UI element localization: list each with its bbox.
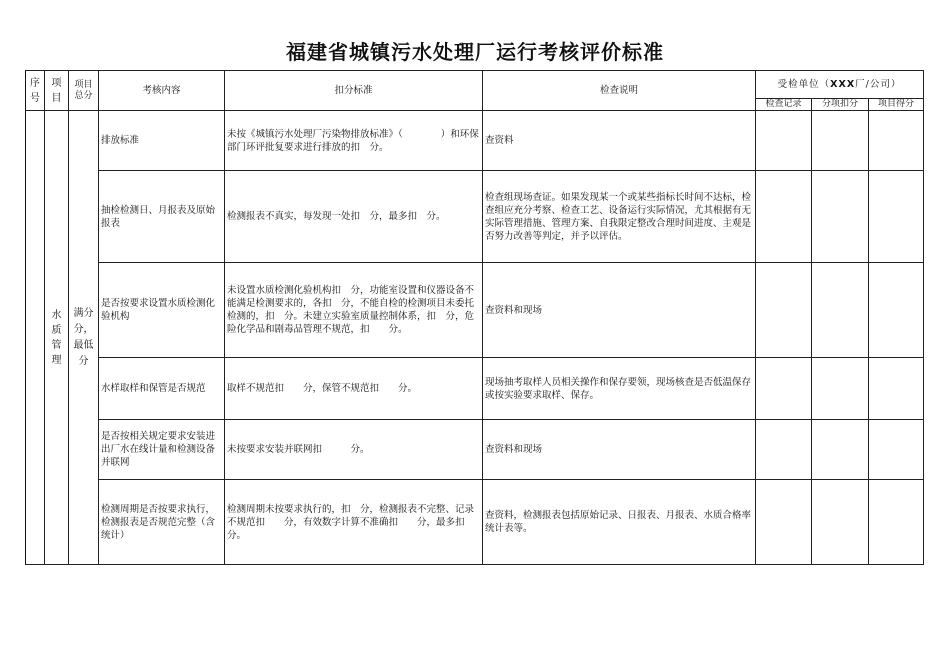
header-check-note: 检查说明: [483, 71, 756, 111]
header-inspected-unit: 受检单位（XXX厂/公司）: [756, 71, 924, 99]
item-score-cell: [869, 111, 924, 171]
check-record-cell: [756, 420, 812, 480]
check-record-cell: [756, 171, 812, 263]
standard-cell: 检测报表不真实，每发现一处扣 分，最多扣 分。: [225, 171, 483, 263]
sub-deduct-cell: [812, 171, 869, 263]
content-cell: 排放标准: [99, 111, 225, 171]
content-cell: 是否按要求设置水质检测化验机构: [99, 263, 225, 358]
table-row: [26, 420, 924, 480]
table-row: [26, 111, 924, 171]
note-cell: 现场抽考取样人员相关操作和保存要领，现场核查是否低温保存或按实验要求取样、保存。: [483, 358, 756, 420]
standard-cell: 未设置水质检测化验机构扣 分，功能室设置和仪器设备不能满足检测要求的，各扣 分，不能自检的检测项目未委托检测的，扣 分。未建立实验室质量控制体系，扣 分，危险化学品和剧毒品管理不规范，扣 分。: [225, 263, 483, 358]
item-score-cell: [869, 263, 924, 358]
content-cell: 水样取样和保管是否规范: [99, 358, 225, 420]
note-cell: 查资料: [483, 111, 756, 171]
item-score-cell: [869, 171, 924, 263]
sub-deduct-cell: [812, 111, 869, 171]
item-score-cell: [869, 420, 924, 480]
item-score-cell: [869, 358, 924, 420]
check-record-cell: [756, 480, 812, 565]
standard-cell: 未按要求安装并联网扣 分。: [225, 420, 483, 480]
check-record-cell: [756, 111, 812, 171]
sub-deduct-cell: [812, 420, 869, 480]
check-record-cell: [756, 263, 812, 358]
item-score-cell: [869, 480, 924, 565]
standard-cell: 取样不规范扣 分，保管不规范扣 分。: [225, 358, 483, 420]
table-row: [26, 358, 924, 420]
content-cell: 是否按相关规定要求安装进出厂水在线计量和检测设备并联网: [99, 420, 225, 480]
header-seq: 序号: [26, 71, 45, 111]
header-total: 项目总分: [69, 71, 99, 111]
note-cell: 查资料，检测报表包括原始记录、日报表、月报表、水质合格率统计表等。: [483, 480, 756, 565]
header-item: 项目: [45, 71, 69, 111]
table-row: [26, 171, 924, 263]
note-cell: 检查组现场查证。如果发现某一个或某些指标长时间不达标，检查组应充分考察、检查工艺、设备运行实际情况，尤其根据有无实际管理措施、管理方案、自我限定整改合理时间进度、主观是否努力改善等判定，并予以评估。: [483, 171, 756, 263]
content-cell: 抽检检测日、月报表及原始报表: [99, 171, 225, 263]
note-cell: 查资料和现场: [483, 420, 756, 480]
sub-deduct-cell: [812, 263, 869, 358]
item-name-cell: 水质管理: [45, 111, 69, 565]
check-record-cell: [756, 358, 812, 420]
sub-deduct-cell: [812, 480, 869, 565]
content-cell: 检测周期是否按要求执行，检测报表是否规范完整（含统计）: [99, 480, 225, 565]
sub-deduct-cell: [812, 358, 869, 420]
standard-cell: 检测周期未按要求执行的，扣 分，检测报表不完整、记录不规范扣 分，有效数字计算不准确扣 分，最多扣 分。: [225, 480, 483, 565]
note-cell: 查资料和现场: [483, 263, 756, 358]
table-row: [26, 480, 924, 565]
table-row: [26, 263, 924, 358]
header-deduct-standard: 扣分标准: [225, 71, 483, 111]
standard-cell: 未按《城镇污水处理厂污染物排放标准》（ ）和环保部门环评批复要求进行排放的扣 分。: [225, 111, 483, 171]
header-sub-deduct: 分项扣分: [812, 99, 869, 111]
header-content: 考核内容: [99, 71, 225, 111]
assessment-table: [25, 70, 924, 565]
item-total-cell: 满分 分，最低 分: [69, 111, 99, 565]
seq-cell: [26, 111, 45, 565]
header-item-score: 项目得分: [869, 99, 924, 111]
header-check-record: 检查记录: [756, 99, 812, 111]
document-title: 福建省城镇污水处理厂运行考核评价标准: [286, 40, 664, 64]
